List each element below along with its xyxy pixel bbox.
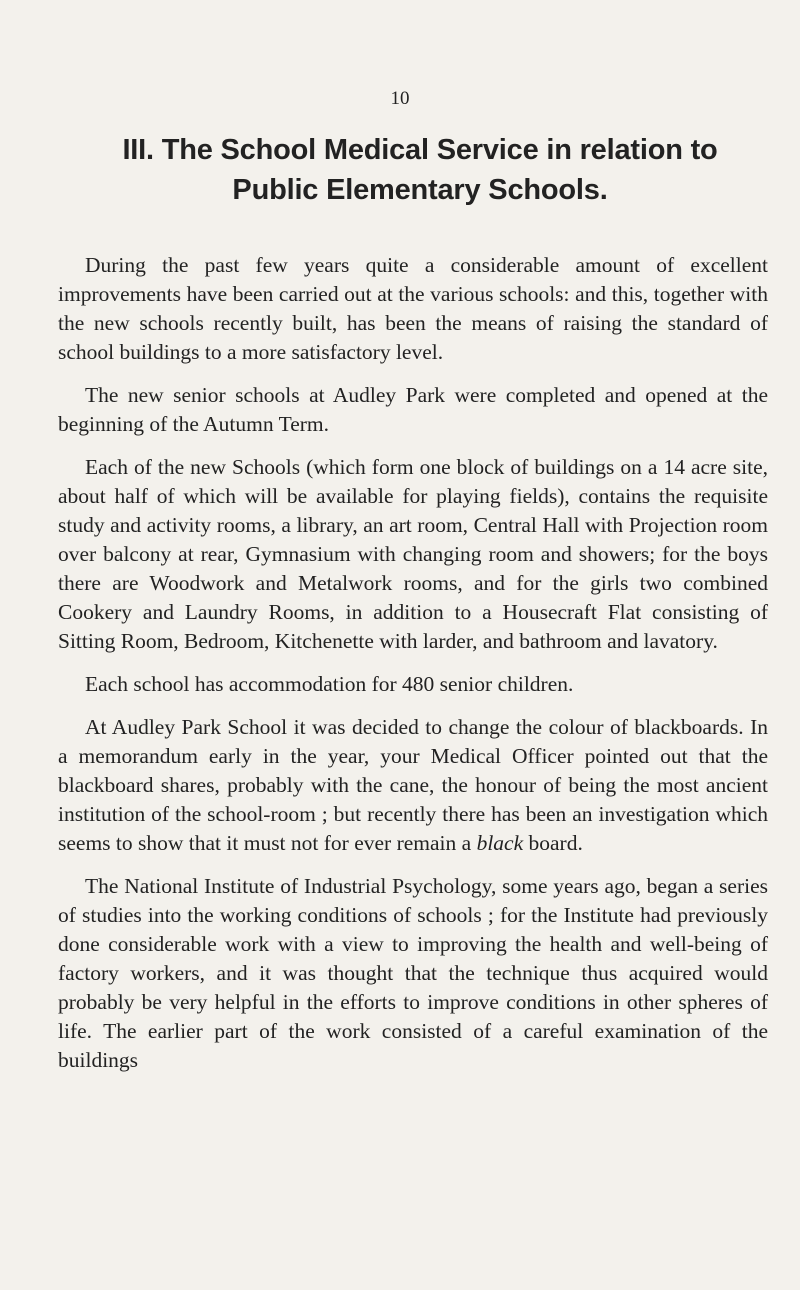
heading-line-1: III. The School Medical Service in relation to bbox=[122, 134, 718, 166]
page-number: 10 bbox=[390, 88, 410, 109]
paragraph-facilities: Each of the new Schools (which form one block of buildings on a 14 acre site, about half of which will be available for playing fields), contains the requisite study and activity rooms, a library, an art room, Central Hall with Projection room over balcony at rear, Gymnasium with changing room and showers; for the boys there are Woodwork and Metalwork rooms, and for the girls two combined Cookery and Laundry Rooms, in addition to a Housecraft Flat consisting of Sitting Room, Bedroom, Kitchenette with larder, and bathroom and lavatory. bbox=[58, 455, 768, 653]
section-heading bbox=[100, 130, 740, 210]
blackboard-text-before: At Audley Park School it was decided to change the colour of blackboards. In a memorandum early in the year, your Medical Officer pointed out that the blackboard shares, probably with the cane, the honour of being the most ancient institution of the school-room ; but recently there has been an investigation which seems to show that it must not for ever remain a bbox=[58, 715, 768, 855]
blackboard-emphasis: black bbox=[476, 831, 524, 855]
paragraph-audley-park: The new senior schools at Audley Park were completed and opened at the beginning of the Autumn Term. bbox=[58, 383, 768, 436]
paragraph-blackboards bbox=[58, 713, 768, 858]
paragraph-accommodation: Each school has accommodation for 480 senior children. bbox=[85, 672, 574, 696]
paragraph-improvements: During the past few years quite a considerable amount of excellent improvements have been carried out at the various schools: and this, together with the new schools recently built, has been the means of raising the standard of school buildings to a more satisfactory level. bbox=[58, 253, 768, 364]
paragraph-psychology: The National Institute of Industrial Psychology, some years ago, began a series of studies into the working conditions of schools ; for the Institute had previously done considerable work with a view to improving the health and well-being of factory workers, and it was thought that the technique thus acquired would probably be very helpful in the efforts to improve conditions in other spheres of life. The earlier part of the work consisted of a careful examination of the buildings bbox=[58, 874, 768, 1072]
heading-line-2: Public Elementary Schools. bbox=[232, 174, 608, 206]
blackboard-text-after: board. bbox=[523, 831, 583, 855]
body-text bbox=[58, 251, 768, 1089]
